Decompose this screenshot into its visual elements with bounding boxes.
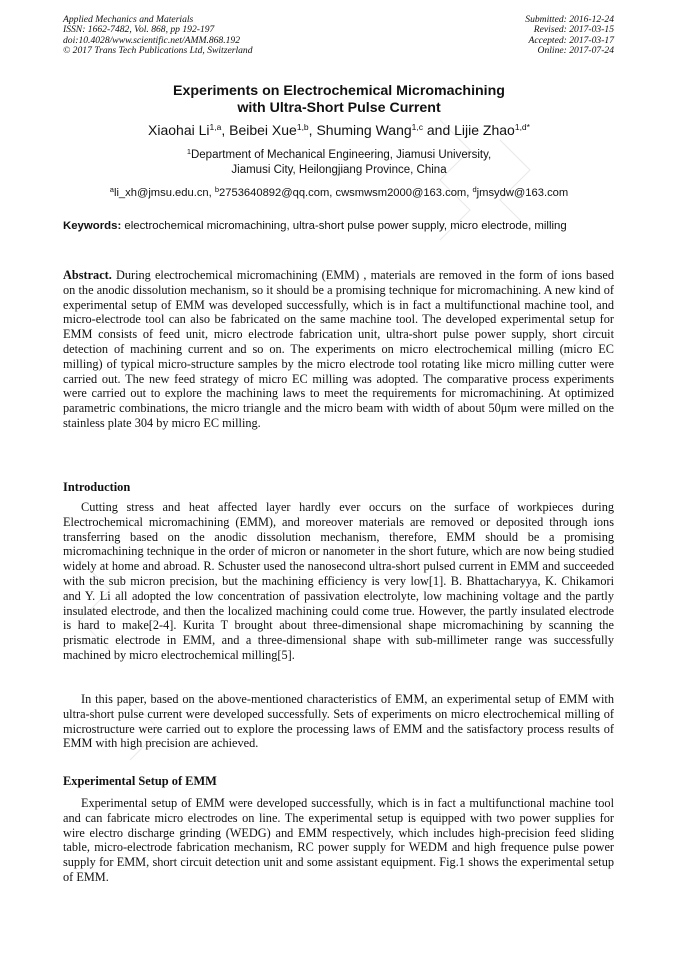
paper-title xyxy=(60,83,618,117)
dates-info xyxy=(525,15,614,57)
intro-paragraph-1: Cutting stress and heat affected layer hardly ever occurs on the surface of workpieces during Electrochemical micromachining (EMM), and moreover materials are removed or deposited through ions transferring based on the anodic dissolution mechanism, therefore, EMM should be a promising micromachining technique in the order of micron or nanometer in the short future, which are now being studied widely at home and abroad. R. Schuster used the nanosecond ultra-short pulsed current in EMM and succeeded with the sub micron precision, but the machining efficiency is very low[1]. B. Bhattacharyya, K. Chikamori and Y. Li all adopted the low concentration of passivation electrolyte, low machining voltage and the partly insulated electrode, and then the localized machining could come true. However, the partly insulated electrode is hard to make[2-4]. Kurita T brought about three-dimensional shape micromachining by scanning the prismatic electrode in EMM, and a three-dimensional shape with sub-millimeter range was successfully machined by micro electrochemical milling[5]. xyxy=(63,500,614,662)
setup-paragraph-1: Experimental setup of EMM were developed successfully, which is in fact a multifunctional machine tool and can fabricate micro electrodes on line. The experimental setup is equipped with two power supplies for wire electro discharge grinding (WEDG) and EMM respectively, which includes high-precision feed sliding table, micro-electrode fabrication mechanism, RC power supply for WEDM and high frequence pulse power supply for EMM, short circuit detection unit and some assistant equipment. Fig.1 shows the experimental setup of EMM. xyxy=(63,796,614,884)
email-text: jmsydw@163.com xyxy=(476,187,569,199)
author-sup: 1,d* xyxy=(514,122,530,132)
author-sup: 1,c xyxy=(411,122,423,132)
revised-date: Revised: 2017-03-15 xyxy=(533,24,614,36)
author-name: Beibei Xue xyxy=(229,122,297,138)
abstract xyxy=(63,268,614,431)
journal-info xyxy=(63,15,253,57)
affiliation-sup: 1 xyxy=(186,147,191,156)
author-sup: 1,b xyxy=(296,122,309,132)
keywords-text: electrochemical micromachining, ultra-short pulse power supply, micro electrode, milling xyxy=(121,220,567,232)
author-sep: and xyxy=(423,122,455,138)
submitted-date: Submitted: 2016-12-24 xyxy=(525,14,614,25)
copyright-line: © 2017 Trans Tech Publications Ltd, Switzerland xyxy=(63,45,253,57)
journal-name: Applied Mechanics and Materials xyxy=(63,14,194,25)
doi-line: doi:10.4028/www.scientific.net/AMM.868.192 xyxy=(63,34,241,46)
title-line-1: Experiments on Electrochemical Micromachining xyxy=(173,83,505,99)
email-text: 2753640892@qq.com, cwsmwsm2000@163.com, xyxy=(219,187,473,199)
abstract-label: Abstract. xyxy=(63,268,112,282)
email-sup: b xyxy=(214,185,220,194)
online-date: Online: 2017-07-24 xyxy=(537,45,614,57)
keywords xyxy=(63,219,614,234)
email-text: li_xh@jmsu.edu.cn, xyxy=(113,187,215,199)
author-sup: 1,a xyxy=(209,122,222,132)
email-sup: d xyxy=(472,185,477,194)
section-heading-introduction: Introduction xyxy=(63,480,131,494)
affiliation-line-1: Department of Mechanical Engineering, Jiamusi University, xyxy=(190,149,492,161)
affiliation xyxy=(60,148,618,178)
author-sep: , xyxy=(308,122,317,138)
author-name: Shuming Wang xyxy=(316,122,412,138)
accepted-date: Accepted: 2017-03-17 xyxy=(528,34,614,46)
section-heading-setup: Experimental Setup of EMM xyxy=(63,774,217,788)
email-sup: a xyxy=(109,185,114,194)
email-list xyxy=(60,186,618,201)
abstract-text: During electrochemical micromachining (EMM) , materials are removed in the form of ions based on the anodic dissolution mechanism, so it should be a promising technique for micromachining. A new kind of experimental setup of EMM was developed successfully, which is in fact a multifunctional machine tool, and micro-electrode tool can also be fabricated on the same machine tool. The developed experimental setup for EMM consists of feed unit, micro electrode fabrication unit, ultra-short pulse power supply, short circuit detection of machining current and so on. The experiments on micro electrochemical milling (micro EC milling) of typical micro-structure samples by the micro electrode tool rotating like micro milling cutter were carried out. The new feed strategy of micro EC milling was adopted. The comparative process experiments were carried out to explore the machining laws to meet the requirements for micromachining. At optimized parametric combinations, the micro triangle and the micro beam with width of about 50μm were milled on the stainless plate 304 by micro EC milling. xyxy=(63,268,614,430)
affiliation-line-2: Jiamusi City, Heilongjiang Province, China xyxy=(231,164,447,176)
keywords-label: Keywords: xyxy=(63,220,122,232)
author-sep: , xyxy=(221,122,230,138)
author-name: Lijie Zhao xyxy=(454,122,515,138)
intro-paragraph-2: In this paper, based on the above-mentioned characteristics of EMM, an experimental setup of EMM with ultra-short pulse current were developed successfully. Sets of experiments on micro electrochemical milling of microstructure were carried out to explore the processing laws of EMM and the satisfactory process results of EMM with high precision are achieved. xyxy=(63,692,614,751)
issn-line: ISSN: 1662-7482, Vol. 868, pp 192-197 xyxy=(63,24,215,36)
title-line-2: with Ultra-Short Pulse Current xyxy=(237,100,441,116)
author-list xyxy=(60,121,618,139)
author-name: Xiaohai Li xyxy=(148,122,210,138)
